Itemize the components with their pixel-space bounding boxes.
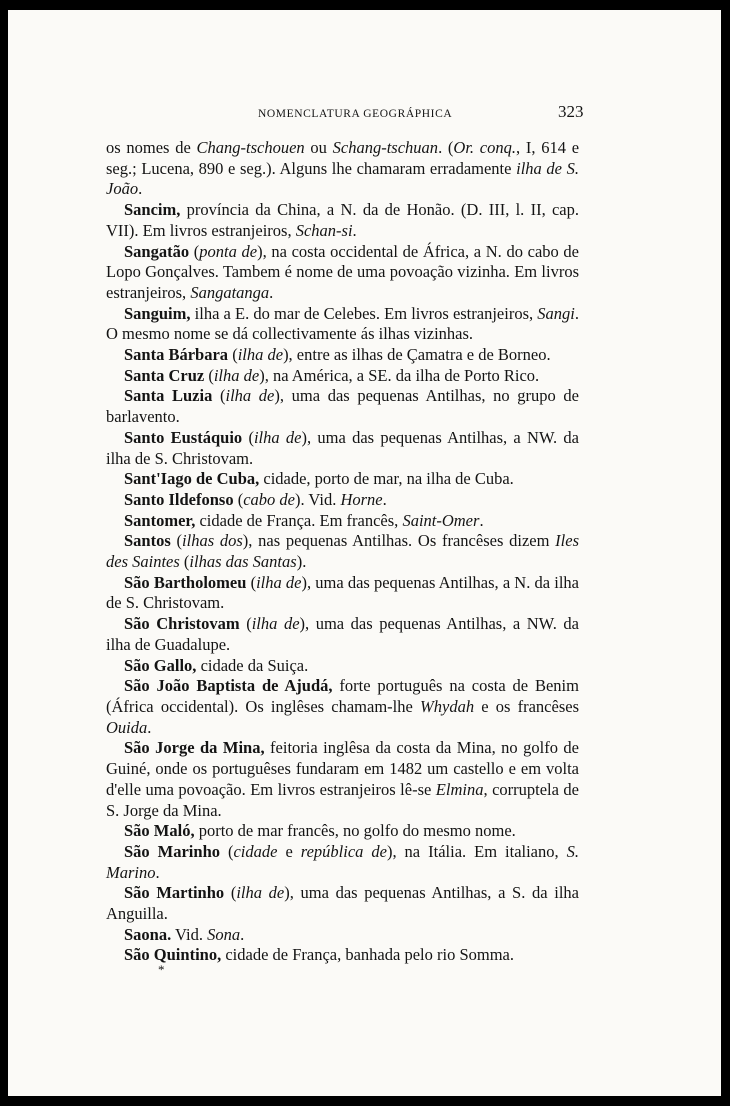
entry-headword: Sanguim, [124, 303, 191, 323]
entry-italic-text: ilha de S. João [106, 158, 580, 199]
entry-text: ( [239, 614, 252, 634]
entry-headword: Saona. [124, 924, 172, 944]
entry-text: . ( [438, 138, 454, 157]
entry-text: . [382, 489, 387, 509]
entry-text: ), uma das pequenas Antilhas, a NW. da ilha de S. Christovam. [106, 427, 579, 468]
dictionary-entry [106, 676, 579, 738]
entry-text: ( [224, 883, 237, 903]
dictionary-entry [106, 304, 579, 345]
dictionary-entry [106, 821, 579, 842]
dictionary-entry [106, 925, 579, 946]
entry-headword: São Marinho [124, 841, 220, 861]
dictionary-entry [106, 138, 579, 200]
entry-text: ). [296, 552, 307, 572]
entry-italic-text: Chang-tschouen [196, 138, 305, 157]
entry-text: . [352, 220, 357, 240]
entry-italic-text: ilha de [237, 345, 284, 365]
entry-headword: Sant'Iago de Cuba, [124, 469, 260, 489]
entry-text: . [479, 510, 484, 530]
entry-italic-text: cidade [233, 841, 278, 861]
page-header [8, 100, 721, 124]
entry-text: ( [170, 531, 183, 551]
entry-italic-text: ilha de [213, 365, 260, 385]
entry-text: ( [179, 552, 190, 572]
entry-italic-text: ilha de [253, 427, 302, 447]
entry-text: cidade de França, banhada pelo rio Somma. [221, 945, 514, 965]
dictionary-entry [106, 883, 579, 924]
entry-headword: Santomer, [124, 510, 196, 530]
entry-italic-text: ilha de [251, 614, 300, 634]
dictionary-entry [106, 656, 579, 677]
entry-text: cidade, porto de mar, na ilha de Cuba. [259, 469, 514, 489]
book-page [8, 10, 721, 1096]
entry-text: ou [304, 138, 333, 157]
entry-text: , I, 614 e seg.; Lucena, 890 e seg.). Alguns lhe chamaram erradamente [106, 138, 580, 178]
entry-italic-text: ilha de [225, 386, 275, 406]
entry-text: ( [204, 365, 214, 385]
entry-italic-text: Schan-si [295, 220, 353, 240]
entry-italic-text: Horne [340, 489, 383, 509]
entry-text: ), uma das pequenas Antilhas, a NW. da ilha de Guadalupe. [106, 614, 579, 654]
dictionary-entry [106, 738, 579, 821]
entry-italic-text: ilhas das Santas [189, 552, 297, 572]
entry-headword: Santo Ildefonso [124, 489, 234, 509]
dictionary-text [106, 138, 579, 966]
entry-italic-text: ilhas dos [182, 531, 243, 551]
entry-headword: São Jorge da Mina, [124, 738, 265, 758]
entry-headword: Santa Cruz [124, 365, 205, 385]
entry-italic-text: Iles des Saintes [106, 531, 579, 572]
dictionary-entry [106, 842, 579, 883]
entry-headword: Santo Eustáquio [124, 427, 243, 447]
entry-text: cidade da Suiça. [196, 655, 309, 675]
entry-italic-text: cabo de [243, 489, 295, 509]
entry-text: ( [228, 345, 238, 365]
dictionary-entry [106, 366, 579, 387]
dictionary-entry [106, 614, 579, 655]
entry-italic-text: Whydah [420, 696, 475, 716]
entry-headword: Santos [124, 531, 171, 551]
running-head: NOMENCLATURA GEOGRÁPHICA [258, 108, 453, 120]
entry-headword: São Bartholomeu [124, 572, 247, 592]
entry-text: . [240, 924, 245, 944]
entry-headword: São Christovam [124, 614, 240, 634]
entry-text: forte português na costa de Benim (África occidental). Os inglêses chamam-lhe [106, 676, 579, 716]
entry-italic-text: ponta de [199, 241, 258, 261]
entry-italic-text: ilha de [236, 883, 285, 903]
entry-italic-text: Sangatanga [190, 282, 270, 302]
dictionary-entry [106, 573, 579, 614]
entry-text: ilha a E. do mar de Celebes. Em livros estranjeiros, [190, 303, 538, 323]
entry-italic-text: Saint-Omer [402, 510, 480, 530]
entry-italic-text: Sangi [537, 303, 575, 323]
dictionary-entry [106, 490, 579, 511]
entry-text: ( [220, 841, 234, 861]
entry-text: Vid. [171, 924, 208, 944]
entry-text: província da China, a N. da de Honão. (D. III, l. II, cap. VII). Em livros estranjeiros, [106, 200, 579, 240]
entry-text: ), na América, a SE. da ilha de Porto Rico. [259, 365, 540, 385]
entry-text: os nomes de [106, 138, 197, 157]
entry-text: ( [212, 386, 226, 406]
entry-text: ), na Itália. Em italiano, [386, 841, 567, 861]
entry-text: ), uma das pequenas Antilhas, no grupo de barlavento. [106, 386, 580, 427]
dictionary-entry [106, 469, 579, 490]
dictionary-entry [106, 511, 579, 532]
entry-italic-text: S. Marino [106, 841, 579, 882]
entry-text: ), entre as ilhas de Çamatra e de Borneo. [283, 345, 551, 365]
entry-text: . [147, 717, 152, 737]
entry-italic-text: Sona [207, 924, 241, 944]
entry-text: ( [242, 427, 254, 447]
entry-italic-text: Elmina [435, 779, 484, 799]
entry-text: e os francêses [474, 696, 579, 716]
entry-text: ), nas pequenas Antilhas. Os francêses dizem [242, 531, 556, 551]
entry-text: ), na costa occidental de África, a N. do cabo de Lopo Gonçalves. Tambem é nome de uma povoação vizinha. Em livros estranjeiros, [106, 241, 579, 302]
entry-headword: Santa Luzia [124, 386, 213, 406]
entry-text: e [277, 841, 301, 861]
dictionary-entry [106, 945, 579, 966]
dictionary-entry [106, 242, 579, 304]
entry-italic-text: Schang-tschuan [332, 138, 439, 157]
dictionary-entry [106, 428, 579, 469]
entry-text: . [138, 179, 143, 199]
entry-text: porto de mar francês, no golfo do mesmo nome. [194, 821, 516, 841]
page-number: 323 [558, 102, 584, 121]
entry-text: ). Vid. [294, 489, 341, 509]
entry-headword: São João Baptista de Ajudá, [124, 676, 333, 696]
entry-headword: Sangatão [124, 241, 190, 261]
entry-text: ), uma das pequenas Antilhas, a S. da ilha Anguilla. [106, 883, 579, 924]
entry-text: ( [246, 572, 257, 592]
entry-italic-text: Or. conq. [453, 138, 516, 157]
dictionary-entry [106, 200, 579, 241]
entry-text: ( [189, 241, 200, 261]
dictionary-entry [106, 531, 579, 572]
entry-text: cidade de França. Em francês, [195, 510, 403, 530]
entry-headword: Sancim, [124, 200, 181, 220]
entry-text: ( [233, 489, 244, 509]
entry-text: . [155, 862, 160, 882]
entry-text: , corruptela de S. Jorge da Mina. [106, 779, 579, 820]
entry-italic-text: Ouida [106, 717, 148, 737]
entry-text: . O mesmo nome se dá collectivamente ás ilhas vizinhas. [106, 303, 579, 344]
entry-headword: São Martinho [124, 883, 225, 903]
dictionary-entry [106, 386, 579, 427]
dictionary-entry [106, 345, 579, 366]
entry-italic-text: república de [300, 841, 387, 861]
entry-headword: São Quintino, [124, 945, 222, 965]
entry-headword: São Maló, [124, 821, 195, 841]
entry-italic-text: ilha de [256, 572, 302, 592]
entry-text: feitoria inglêsa da costa da Mina, no golfo de Guiné, onde os portuguêses fundaram em 1482 um castello e em volta d'elle uma povoação. Em livros estranjeiros lê-se [106, 738, 579, 799]
entry-text: . [269, 282, 274, 302]
footer-mark: * [158, 962, 165, 977]
entry-headword: São Gallo, [124, 655, 197, 675]
entry-headword: Santa Bárbara [124, 345, 229, 365]
entry-text: ), uma das pequenas Antilhas, a N. da ilha de S. Christovam. [106, 572, 579, 613]
